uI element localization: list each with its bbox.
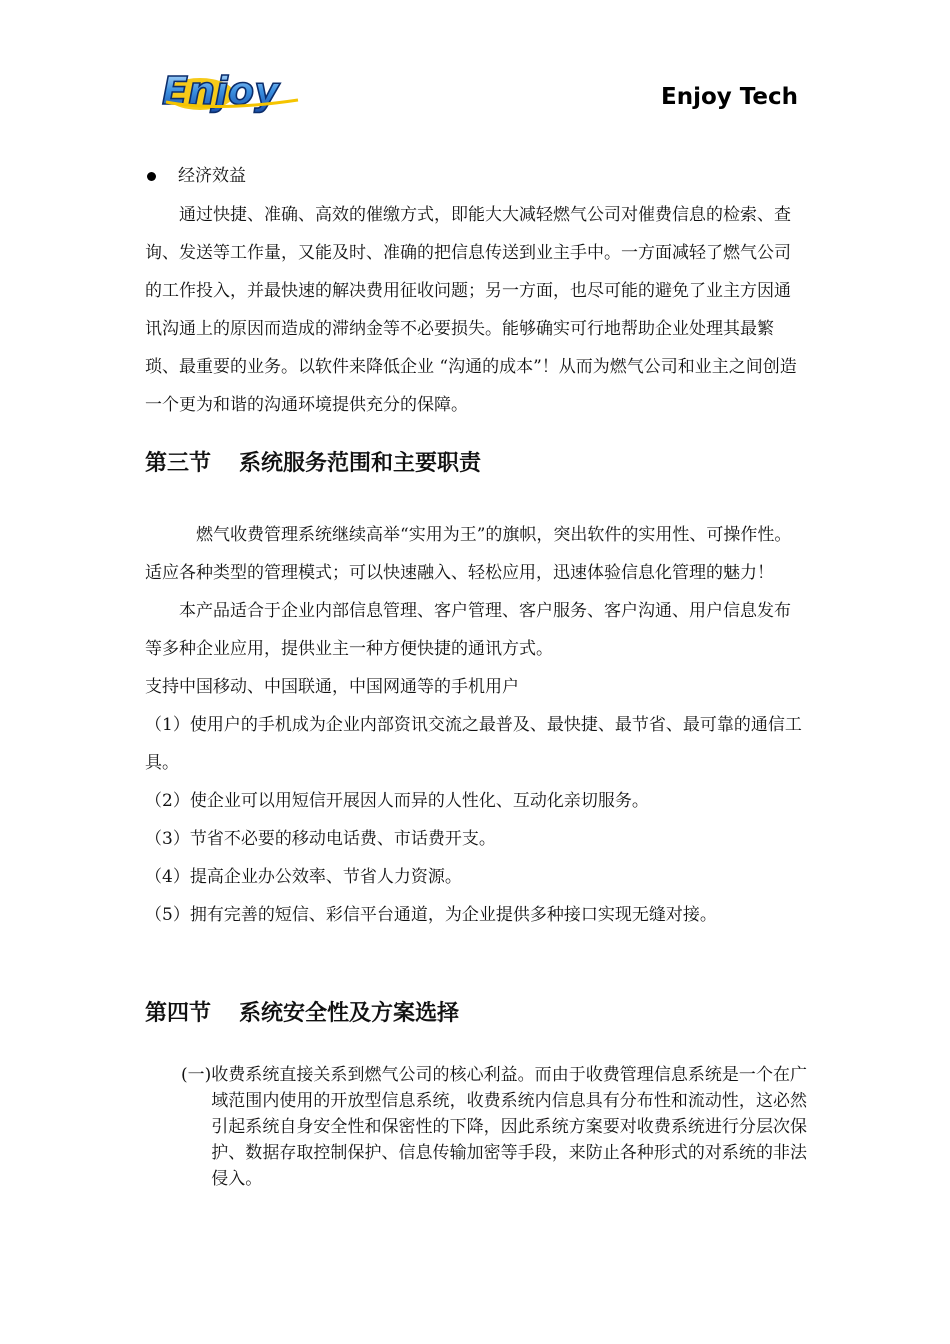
section3-paragraph-3: 支持中国移动、中国联通，中国网通等的手机用户: [145, 677, 519, 697]
bullet-title: 经济效益: [178, 166, 246, 186]
list-text: 使用户的手机成为企业内部资讯交流之最普及、最快捷、最节省、最可靠的通信工具。: [145, 715, 802, 773]
list-item: [145, 782, 807, 820]
section4-item-1: [181, 1062, 807, 1192]
list-number: （5）: [145, 905, 190, 925]
list-text: 节省不必要的移动电话费、市话费开支。: [189, 829, 496, 849]
list-number: （2）: [145, 791, 190, 811]
brand-name: Enjoy Tech: [660, 84, 798, 110]
svg-text:Enjoy: Enjoy: [162, 69, 279, 113]
bullet-economic: [145, 158, 807, 194]
economic-paragraph: 通过快捷、准确、高效的催缴方式，即能大大减轻燃气公司对催费信息的检索、查询、发送等工作量，又能及时、准确的把信息传送到业主手中。一方面减轻了燃气公司的工作投入，并最快速的解决费用征收问题；另一方面，也尽可能的避免了业主方因通讯沟通上的原因而造成的滞纳金等不必要损失。能够确实可行地帮助企业处理其最繁琐、最重要的业务。以软件来降低企业 “沟通的成本”！从而为燃气公司和业主之间创造一个更为和谐的沟通环境提供充分的保障。: [145, 205, 797, 415]
item-text: 收费系统直接关系到燃气公司的核心利益。而由于收费管理信息系统是一个在广域范围内使用的开放型信息系统，收费系统内信息具有分布性和流动性，这必然引起系统自身安全性和保密性的下降，因此系统方案要对收费系统进行分层次保护、数据存取控制保护、信息传输加密等手段，来防止各种形式的对系统的非法侵入。: [211, 1065, 807, 1189]
list-number: （3）: [145, 829, 190, 849]
enjoy-logo: [158, 64, 308, 116]
section4-heading: [145, 998, 807, 1028]
section3-number: 第三节: [145, 450, 212, 476]
list-item: [145, 858, 807, 896]
list-text: 拥有完善的短信、彩信平台通道，为企业提供多种接口实现无缝对接。: [189, 905, 717, 925]
bullet-dot-icon: [147, 172, 156, 181]
list-item: [145, 820, 807, 858]
list-text: 提高企业办公效率、节省人力资源。: [189, 867, 462, 887]
section4-title: 系统安全性及方案选择: [239, 1000, 460, 1026]
section4-number: 第四节: [145, 1000, 212, 1026]
list-number: （4）: [145, 867, 190, 887]
section3-heading: [145, 448, 807, 478]
list-text: 使企业可以用短信开展因人而异的人性化、互动化亲切服务。: [189, 791, 649, 811]
section3-paragraph-2: 本产品适合于企业内部信息管理、客户管理、客户服务、客户沟通、用户信息发布等多种企业应用，提供业主一种方便快捷的通讯方式。: [145, 601, 791, 659]
list-item: [145, 706, 807, 782]
item-label: (一): [181, 1065, 212, 1085]
section3-paragraph-1: 燃气收费管理系统继续高举“实用为王”的旗帜，突出软件的实用性、可操作性。适应各种类型的管理模式；可以快速融入、轻松应用，迅速体验信息化管理的魅力！: [145, 525, 792, 583]
section3-title: 系统服务范围和主要职责: [239, 450, 482, 476]
document-body: [145, 158, 807, 1192]
list-number: （1）: [145, 715, 190, 735]
list-item: [145, 896, 807, 934]
